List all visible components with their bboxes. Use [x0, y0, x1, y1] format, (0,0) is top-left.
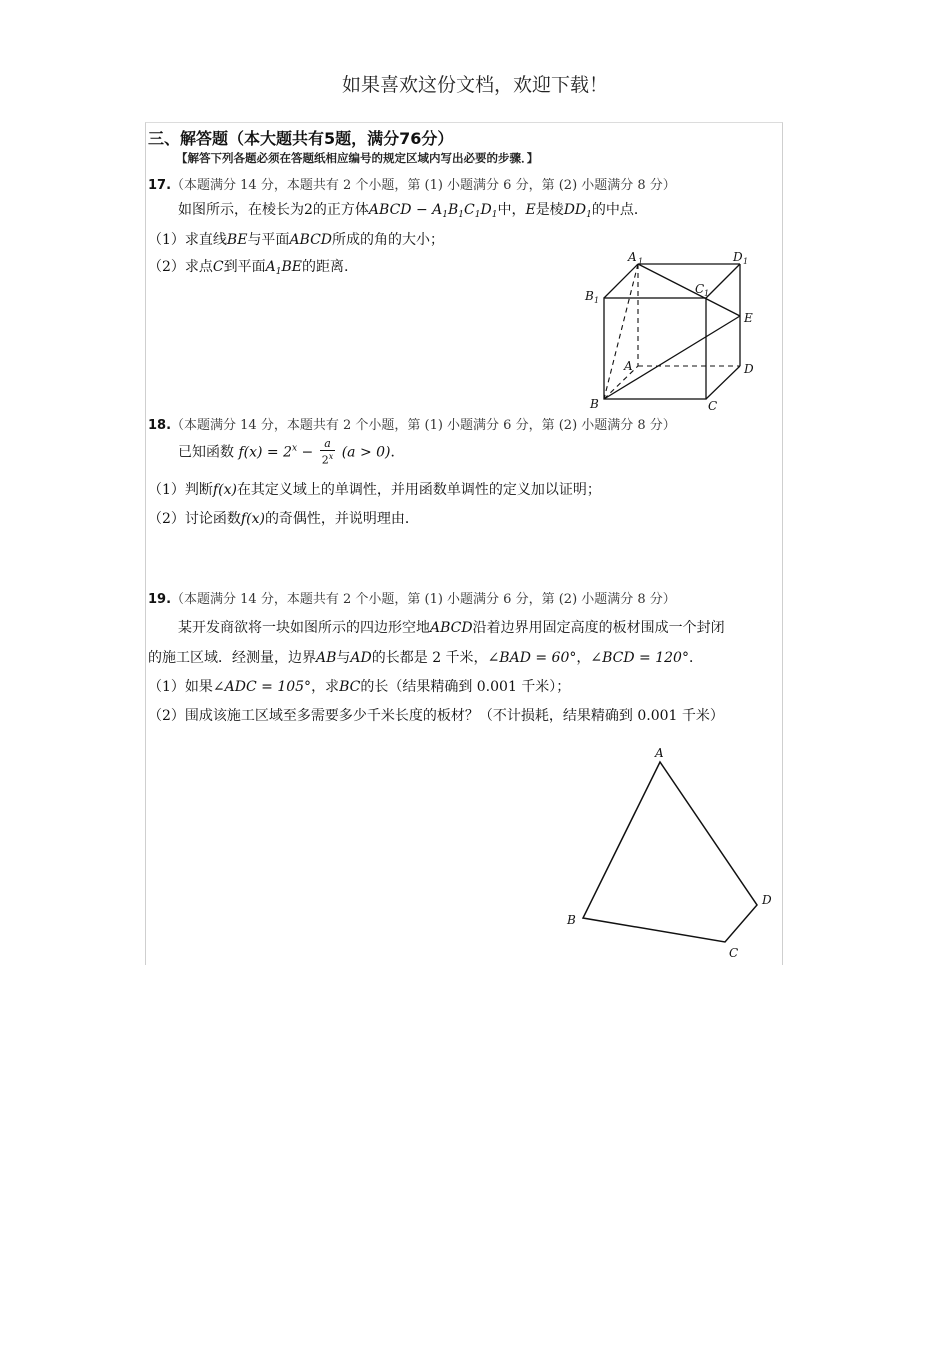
label-a: A — [624, 359, 633, 373]
label-d1: D — [733, 250, 743, 264]
q19-header — [148, 588, 676, 607]
q19-ad: AD — [350, 650, 372, 666]
label-c: C — [708, 399, 718, 413]
q18-cond: (a > 0) — [341, 444, 391, 461]
q17-sub: 1 — [474, 210, 481, 220]
q18-frac-num: a — [320, 438, 336, 451]
q17-stem-text: 是棱 — [535, 202, 564, 218]
q17-sub: 1 — [442, 210, 448, 220]
q19-angle-bcd: ∠BCD = 120° — [590, 650, 689, 666]
label-b1-sub: 1 — [594, 296, 600, 305]
q17-sub: 1 — [491, 210, 498, 220]
page-header: 如果喜欢这份文档，欢迎下载！ — [341, 74, 608, 96]
q18-frac-den-base: 2 — [321, 453, 329, 467]
q17-stem-text: 如图所示，在棱长为2的正方体 — [178, 202, 369, 218]
q19-text: 某开发商欲将一块如图所示的四边形空地 — [178, 620, 430, 636]
q19-part2: （2）围成该施工区域至多需要多少千米长度的板材？（不计损耗，结果精确到 0.001 千米） — [148, 708, 724, 724]
q19-part1-text: ，求 — [311, 679, 340, 695]
q17-edge-dd: DD — [563, 202, 587, 218]
q17-sub: 1 — [275, 267, 282, 277]
q17-number: 17. — [148, 178, 172, 193]
q17-plane-abcd: ABCD — [289, 232, 333, 248]
label-c1-sub: 1 — [704, 289, 710, 298]
q17-stem — [178, 199, 648, 220]
label-a1: A — [628, 250, 637, 264]
q18-fx-ref: f(x) — [240, 511, 265, 527]
q17-point-e: E — [525, 202, 536, 218]
label-d1-sub: 1 — [743, 257, 749, 266]
label-b1: B — [585, 289, 594, 303]
q17-solid-b: B — [448, 202, 459, 218]
quadrilateral-figure — [560, 740, 780, 962]
section-title: 三、解答题（本大题共有5题，满分76分） — [148, 129, 454, 148]
q17-plane-a1be-b: BE — [281, 259, 303, 275]
label-c1: C — [695, 282, 705, 296]
q18-fx-ref: f(x) — [212, 482, 237, 498]
q18-number: 18. — [148, 418, 172, 433]
q19-line1 — [178, 617, 725, 637]
q18-minus: − — [301, 444, 314, 461]
q17-part2-text: （2）求点 — [148, 259, 213, 275]
q18-stem-end: ． — [390, 444, 405, 461]
q18-stem — [178, 438, 405, 467]
q19-angle-bad: ∠BAD = 60° — [487, 650, 577, 666]
q19-text: ． — [688, 650, 703, 666]
q19-number: 19. — [148, 592, 172, 607]
q17-point-c: C — [212, 259, 224, 275]
q18-part1-text: （1）判断 — [148, 482, 213, 498]
q17-line-be: BE — [226, 232, 248, 248]
q19-text: 与 — [336, 650, 351, 666]
q18-part2 — [148, 508, 419, 528]
label-d: D — [744, 362, 754, 376]
label-b: B — [590, 397, 599, 411]
q18-part1-text: 在其定义域上的单调性，并用函数单调性的定义加以证明； — [236, 482, 601, 498]
q18-stem-text: 已知函数 — [178, 444, 234, 461]
q17-stem-text: 中， — [497, 202, 526, 218]
q18-part1 — [148, 479, 601, 499]
q17-header — [148, 174, 676, 193]
q19-text: 沿着边界用固定高度的板材围成一个封闭 — [472, 620, 725, 636]
q17-stem-text: 的中点． — [591, 202, 648, 218]
q19-text: 的施工区域．经测量，边界 — [148, 650, 316, 666]
label-b: B — [567, 913, 576, 927]
q18-exp: x — [292, 443, 298, 454]
q18-part2-text: 的奇偶性，并说明理由． — [264, 511, 419, 527]
q19-angle-adc: ∠ADC = 105° — [212, 679, 312, 695]
q19-quad: ABCD — [430, 620, 473, 636]
q17-part1-text: 与平面 — [247, 232, 290, 248]
q17-plane-a1be: A — [265, 259, 276, 275]
q18-fraction — [320, 438, 336, 467]
q17-part1-text: （1）求直线 — [148, 232, 227, 248]
label-c: C — [729, 946, 739, 960]
label-d: D — [762, 893, 772, 907]
q18-frac-den-exp: x — [328, 452, 334, 461]
q19-part1-text: 的长（结果精确到 0.001 千米）； — [360, 679, 571, 695]
q17-part2-text: 到平面 — [223, 259, 266, 275]
q19-text: ， — [576, 650, 591, 666]
section-note: 【解答下列各题必须在答题纸相应编号的规定区域内写出必要的步骤．】 — [176, 151, 539, 165]
label-a1-sub: 1 — [638, 257, 644, 266]
q17-part2-text: 的距离. — [302, 259, 349, 275]
q18-meta: （本题满分 14 分，本题共有 2 个小题，第 (1) 小题满分 6 分，第 (2) 小题满分 8 分） — [171, 418, 676, 433]
q18-header — [148, 414, 676, 433]
q17-part1-text: 所成的角的大小； — [332, 232, 445, 248]
q18-fx: f(x) = 2 — [238, 444, 292, 461]
q19-meta: （本题满分 14 分，本题共有 2 个小题，第 (1) 小题满分 6 分，第 (2) 小题满分 8 分） — [171, 592, 676, 607]
q17-part2 — [148, 256, 348, 277]
q17-solid: ABCD − A — [368, 202, 443, 218]
q19-part1 — [148, 676, 570, 696]
q17-solid-d: D — [480, 202, 492, 218]
q18-part2-text: （2）讨论函数 — [148, 511, 241, 527]
label-e: E — [744, 311, 753, 325]
q17-meta: （本题满分 14 分，本题共有 2 个小题，第 (1) 小题满分 6 分，第 (2) 小题满分 8 分） — [171, 178, 676, 193]
q17-sub: 1 — [586, 210, 592, 220]
q19-part1-text: （1）如果 — [148, 679, 213, 695]
q17-part1 — [148, 229, 444, 249]
q19-bc: BC — [339, 679, 361, 695]
q19-text: 的长都是 2 千米， — [371, 650, 488, 666]
q19-ab: AB — [316, 650, 337, 666]
q18-frac-den — [320, 451, 336, 467]
q17-solid-c: C — [464, 202, 475, 218]
q19-line2 — [148, 647, 703, 667]
cube-figure — [575, 245, 765, 415]
q17-sub: 1 — [458, 210, 465, 220]
label-a: A — [655, 746, 664, 760]
